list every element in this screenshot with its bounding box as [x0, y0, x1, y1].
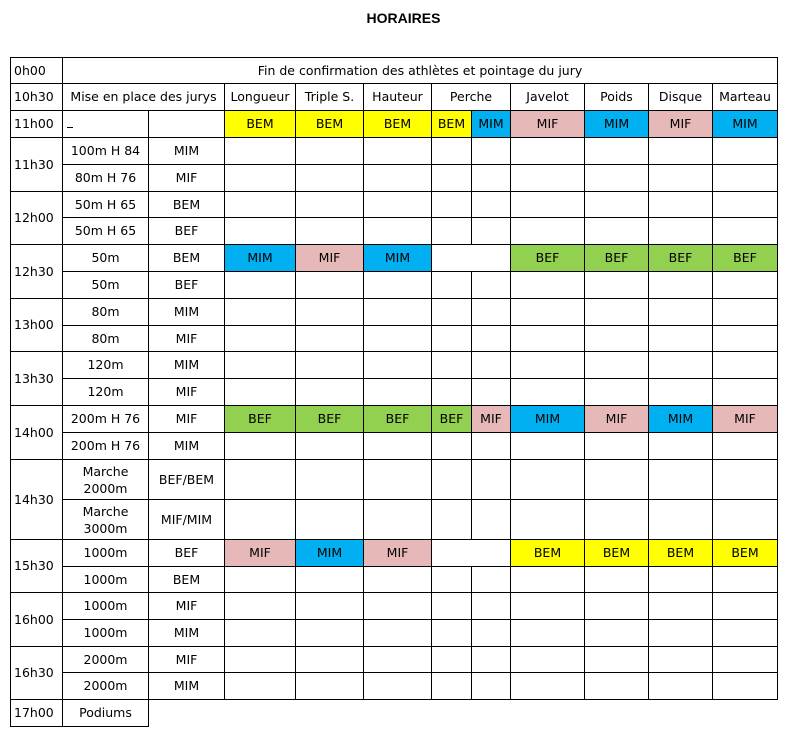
field-event-cell [364, 500, 432, 540]
field-event-cell [296, 352, 364, 379]
field-event-cell [432, 460, 472, 500]
field-event-cell [585, 272, 649, 299]
time-cell: 15h30 [11, 540, 63, 593]
schedule-row [11, 299, 778, 326]
field-event-cell [432, 673, 472, 700]
category-cell: MIF [149, 593, 225, 620]
field-event-cell: BEM [649, 540, 713, 567]
field-event-cell: BEM [511, 540, 585, 567]
field-event-cell [225, 165, 296, 192]
category-cell: MIM [149, 433, 225, 460]
field-event-cell [432, 500, 472, 540]
podium-cell: Podiums [63, 700, 149, 727]
field-event-cell: BEF [585, 245, 649, 272]
field-event-cell [296, 567, 364, 593]
field-event-cell [585, 567, 649, 593]
event-header-javelot: Javelot [511, 84, 585, 111]
schedule-row [11, 272, 778, 299]
field-event-cell: MIM [472, 111, 511, 138]
field-event-cell [511, 673, 585, 700]
field-event-cell: MIF [649, 111, 713, 138]
field-event-cell [296, 138, 364, 165]
field-event-cell [296, 433, 364, 460]
field-event-cell [713, 500, 778, 540]
schedule-row [11, 218, 778, 245]
time-cell: 14h30 [11, 460, 63, 540]
field-event-cell [585, 165, 649, 192]
field-event-cell [649, 379, 713, 406]
field-event-cell [585, 138, 649, 165]
field-event-cell [511, 218, 585, 245]
schedule-row [11, 111, 778, 138]
field-event-cell [472, 165, 511, 192]
field-event-cell [649, 673, 713, 700]
category-cell [149, 111, 225, 138]
track-event-cell: 200m H 76 [63, 406, 149, 433]
field-event-cell [472, 433, 511, 460]
time-cell: 10h30 [11, 84, 63, 111]
field-event-cell [364, 165, 432, 192]
field-event-cell [649, 352, 713, 379]
track-event-cell: 100m H 84 [63, 138, 149, 165]
field-event-cell [432, 218, 472, 245]
field-event-cell [296, 620, 364, 647]
field-event-cell [225, 379, 296, 406]
schedule-row [11, 540, 778, 567]
field-event-cell [472, 245, 511, 272]
category-cell: MIF [149, 647, 225, 673]
field-event-cell: BEM [713, 540, 778, 567]
field-event-cell [364, 352, 432, 379]
field-event-cell [511, 593, 585, 620]
event-header-longueur: Longueur [225, 84, 296, 111]
category-cell: MIM [149, 138, 225, 165]
field-event-cell [225, 460, 296, 500]
field-event-cell [432, 593, 472, 620]
track-event-cell: 50m [63, 272, 149, 299]
track-event-cell: 50m H 65 [63, 192, 149, 218]
field-event-cell [432, 138, 472, 165]
field-event-cell [649, 218, 713, 245]
field-event-cell [432, 326, 472, 352]
field-event-cell [511, 460, 585, 500]
category-cell: MIF [149, 406, 225, 433]
field-event-cell [472, 540, 511, 567]
schedule-row [11, 379, 778, 406]
track-event-cell: 200m H 76 [63, 433, 149, 460]
field-event-cell: MIM [225, 245, 296, 272]
field-event-cell [649, 165, 713, 192]
schedule-row [11, 245, 778, 272]
field-event-cell [649, 567, 713, 593]
field-event-cell [225, 299, 296, 326]
header-row-events [11, 84, 778, 111]
time-cell: 13h00 [11, 299, 63, 352]
category-cell: BEF [149, 272, 225, 299]
field-event-cell [511, 620, 585, 647]
time-cell: 12h00 [11, 192, 63, 245]
category-cell: MIF/MIM [149, 500, 225, 540]
field-event-cell: MIF [225, 540, 296, 567]
field-event-cell [432, 647, 472, 673]
field-event-cell: BEM [364, 111, 432, 138]
field-event-cell [511, 299, 585, 326]
field-event-cell [472, 218, 511, 245]
field-event-cell [364, 567, 432, 593]
field-event-cell [432, 433, 472, 460]
field-event-cell [364, 620, 432, 647]
field-event-cell: BEF [649, 245, 713, 272]
field-event-cell [713, 138, 778, 165]
field-event-cell: BEF [713, 245, 778, 272]
track-event-cell: 120m [63, 379, 149, 406]
schedule-row [11, 460, 778, 500]
category-cell: BEF [149, 540, 225, 567]
field-event-cell: BEM [296, 111, 364, 138]
field-event-cell [364, 433, 432, 460]
field-event-cell [511, 352, 585, 379]
event-header-poids: Poids [585, 84, 649, 111]
field-event-cell [585, 299, 649, 326]
field-event-cell [364, 673, 432, 700]
event-header-disque: Disque [649, 84, 713, 111]
field-event-cell [296, 218, 364, 245]
field-event-cell [225, 593, 296, 620]
field-event-cell [585, 593, 649, 620]
field-event-cell [225, 647, 296, 673]
field-event-cell: MIM [296, 540, 364, 567]
field-event-cell [585, 620, 649, 647]
field-event-cell [432, 192, 472, 218]
field-event-cell [432, 620, 472, 647]
field-event-cell [649, 500, 713, 540]
field-event-cell [713, 620, 778, 647]
field-event-cell [585, 379, 649, 406]
field-event-cell [649, 326, 713, 352]
field-event-cell [585, 673, 649, 700]
field-event-cell [472, 326, 511, 352]
field-event-cell [511, 647, 585, 673]
track-event-cell: 2000m [63, 647, 149, 673]
track-event-cell: Marche 3000m [63, 500, 149, 540]
schedule-row [11, 647, 778, 673]
field-event-cell [432, 245, 472, 272]
field-event-cell [472, 379, 511, 406]
field-event-cell [472, 138, 511, 165]
field-event-cell [225, 138, 296, 165]
field-event-cell [649, 593, 713, 620]
field-event-cell [472, 299, 511, 326]
field-event-cell [472, 192, 511, 218]
field-event-cell [511, 192, 585, 218]
field-event-cell [432, 299, 472, 326]
track-event-cell: 1000m [63, 620, 149, 647]
field-event-cell [225, 192, 296, 218]
field-event-cell [296, 500, 364, 540]
schedule-row [11, 620, 778, 647]
field-event-cell: BEM [225, 111, 296, 138]
track-event-cell: Marche 2000m [63, 460, 149, 500]
field-event-cell: BEF [296, 406, 364, 433]
field-event-cell [649, 138, 713, 165]
field-event-cell [472, 460, 511, 500]
field-event-cell [511, 326, 585, 352]
schedule-row [11, 326, 778, 352]
field-event-cell [296, 326, 364, 352]
field-event-cell [296, 299, 364, 326]
field-event-cell [296, 379, 364, 406]
field-event-cell [713, 352, 778, 379]
field-event-cell: MIM [511, 406, 585, 433]
field-event-cell [585, 192, 649, 218]
field-event-cell: BEF [511, 245, 585, 272]
event-header-hauteur: Hauteur [364, 84, 432, 111]
field-event-cell: MIF [472, 406, 511, 433]
schedule-row [11, 165, 778, 192]
jury-setup-cell: Mise en place des jurys [63, 84, 225, 111]
field-event-cell: BEF [225, 406, 296, 433]
field-event-cell [511, 165, 585, 192]
category-cell: MIM [149, 352, 225, 379]
schedule-row [11, 500, 778, 540]
field-event-cell: BEM [432, 111, 472, 138]
field-event-cell: MIF [364, 540, 432, 567]
field-event-cell [225, 352, 296, 379]
podium-row [11, 700, 778, 727]
field-event-cell [713, 272, 778, 299]
field-event-cell [585, 500, 649, 540]
schedule-row [11, 406, 778, 433]
time-cell: 12h30 [11, 245, 63, 299]
field-event-cell: MIF [713, 406, 778, 433]
dash-mark [67, 119, 73, 128]
field-event-cell [296, 593, 364, 620]
category-cell: MIM [149, 620, 225, 647]
field-event-cell [585, 326, 649, 352]
field-event-cell [225, 272, 296, 299]
field-event-cell [585, 352, 649, 379]
field-event-cell [649, 272, 713, 299]
category-cell: BEF [149, 218, 225, 245]
confirmation-cell: Fin de confirmation des athlètes et pointage du jury [63, 58, 778, 84]
field-event-cell [364, 326, 432, 352]
schedule-row [11, 593, 778, 620]
field-event-cell [713, 593, 778, 620]
empty-area [149, 700, 778, 727]
category-cell: BEM [149, 192, 225, 218]
field-event-cell [649, 192, 713, 218]
field-event-cell [713, 379, 778, 406]
category-cell: BEM [149, 567, 225, 593]
field-event-cell [364, 218, 432, 245]
field-event-cell: BEM [585, 540, 649, 567]
field-event-cell [713, 192, 778, 218]
field-event-cell: MIF [511, 111, 585, 138]
field-event-cell [364, 460, 432, 500]
track-event-cell: 120m [63, 352, 149, 379]
field-event-cell [649, 299, 713, 326]
field-event-cell [432, 165, 472, 192]
field-event-cell [364, 299, 432, 326]
field-event-cell [511, 272, 585, 299]
field-event-cell [296, 165, 364, 192]
field-event-cell: MIM [713, 111, 778, 138]
field-event-cell [713, 433, 778, 460]
track-event-cell: 1000m [63, 593, 149, 620]
field-event-cell [296, 673, 364, 700]
track-event-cell: 80m [63, 299, 149, 326]
time-cell: 0h00 [11, 58, 63, 84]
field-event-cell [649, 460, 713, 500]
track-event-cell: 2000m [63, 673, 149, 700]
field-event-cell: MIF [296, 245, 364, 272]
page-title: HORAIRES [366, 10, 441, 26]
track-event-cell: 1000m [63, 540, 149, 567]
event-header-triple-saut: Triple S. [296, 84, 364, 111]
field-event-cell [511, 500, 585, 540]
field-event-cell [472, 593, 511, 620]
field-event-cell [364, 138, 432, 165]
field-event-cell [649, 647, 713, 673]
category-cell: MIF [149, 379, 225, 406]
field-event-cell [713, 218, 778, 245]
track-event-cell: 80m H 76 [63, 165, 149, 192]
field-event-cell [432, 272, 472, 299]
field-event-cell [432, 379, 472, 406]
track-event-cell: 80m [63, 326, 149, 352]
field-event-cell [713, 460, 778, 500]
time-cell: 11h00 [11, 111, 63, 138]
field-event-cell [225, 673, 296, 700]
schedule-row [11, 433, 778, 460]
field-event-cell [713, 567, 778, 593]
field-event-cell [225, 620, 296, 647]
field-event-cell [364, 593, 432, 620]
field-event-cell: BEF [364, 406, 432, 433]
field-event-cell [472, 567, 511, 593]
schedule-row [11, 192, 778, 218]
field-event-cell [713, 299, 778, 326]
field-event-cell [225, 433, 296, 460]
field-event-cell [225, 567, 296, 593]
field-event-cell [296, 647, 364, 673]
category-cell: BEF/BEM [149, 460, 225, 500]
field-event-cell [364, 647, 432, 673]
field-event-cell: MIM [364, 245, 432, 272]
category-cell: MIM [149, 673, 225, 700]
event-header-perche: Perche [432, 84, 511, 111]
field-event-cell [585, 218, 649, 245]
track-event-cell: 50m [63, 245, 149, 272]
category-cell: BEM [149, 245, 225, 272]
track-event-cell [63, 111, 149, 138]
field-event-cell [472, 620, 511, 647]
field-event-cell [713, 326, 778, 352]
event-header-marteau: Marteau [713, 84, 778, 111]
field-event-cell [296, 272, 364, 299]
time-cell: 14h00 [11, 406, 63, 460]
schedule-row [11, 138, 778, 165]
time-cell: 11h30 [11, 138, 63, 192]
field-event-cell [649, 620, 713, 647]
time-cell: 17h00 [11, 700, 63, 727]
time-cell: 16h30 [11, 647, 63, 700]
field-event-cell [649, 433, 713, 460]
field-event-cell [713, 673, 778, 700]
field-event-cell [472, 647, 511, 673]
field-event-cell [585, 433, 649, 460]
category-cell: MIM [149, 299, 225, 326]
category-cell: MIF [149, 165, 225, 192]
schedule-row [11, 673, 778, 700]
field-event-cell [472, 500, 511, 540]
time-cell: 16h00 [11, 593, 63, 647]
track-event-cell: 1000m [63, 567, 149, 593]
field-event-cell [432, 567, 472, 593]
field-event-cell [296, 460, 364, 500]
field-event-cell: MIF [585, 406, 649, 433]
field-event-cell: MIM [585, 111, 649, 138]
header-row-confirmation [11, 58, 778, 84]
schedule-table [10, 57, 778, 727]
field-event-cell [364, 379, 432, 406]
field-event-cell [432, 352, 472, 379]
field-event-cell [225, 218, 296, 245]
field-event-cell [472, 272, 511, 299]
schedule-row [11, 352, 778, 379]
field-event-cell [511, 379, 585, 406]
time-cell: 13h30 [11, 352, 63, 406]
field-event-cell [511, 433, 585, 460]
field-event-cell [585, 460, 649, 500]
field-event-cell [511, 138, 585, 165]
field-event-cell [585, 647, 649, 673]
field-event-cell: MIM [649, 406, 713, 433]
field-event-cell [364, 192, 432, 218]
field-event-cell [713, 647, 778, 673]
field-event-cell [713, 165, 778, 192]
field-event-cell [472, 673, 511, 700]
field-event-cell [225, 326, 296, 352]
field-event-cell [511, 567, 585, 593]
field-event-cell: BEF [432, 406, 472, 433]
track-event-cell: 50m H 65 [63, 218, 149, 245]
field-event-cell [364, 272, 432, 299]
schedule-row [11, 567, 778, 593]
category-cell: MIF [149, 326, 225, 352]
field-event-cell [472, 352, 511, 379]
field-event-cell [225, 500, 296, 540]
field-event-cell [296, 192, 364, 218]
field-event-cell [432, 540, 472, 567]
